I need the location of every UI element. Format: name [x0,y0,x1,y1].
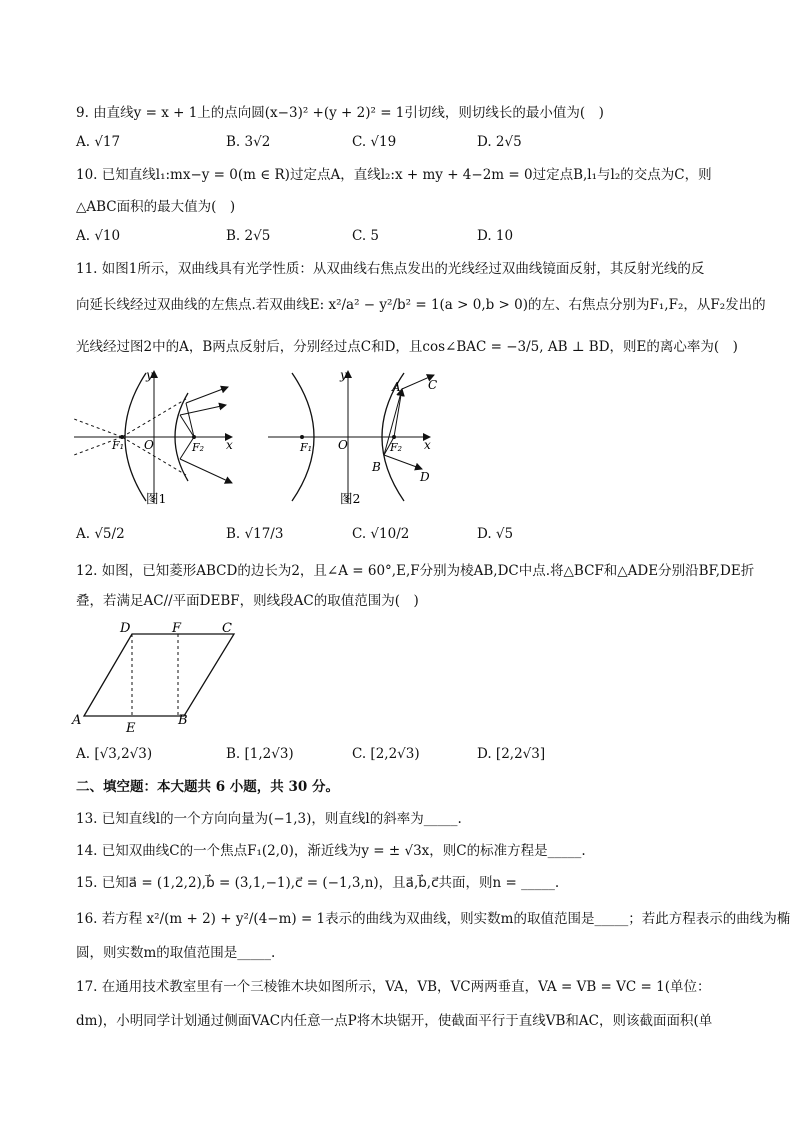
fig1-ray-1 [186,403,194,437]
fig2-ray-b-d [384,455,422,469]
fig1-label-x: x [226,438,233,452]
fig1-focus-right [192,435,196,439]
fig1-label-f2: F₂ [192,441,205,454]
fig3-label-c: C [222,621,232,636]
q11-options [76,526,736,544]
q9-option-c: C. √19 [352,134,397,150]
q9-option-a: A. √17 [76,134,121,150]
figure-1-hyperbola-optics [66,365,242,510]
q10-line-1: 10. 已知直线l₁:mx−y = 0(m ∈ R)过定点A，直线l₂:x + my + 4−2m = 0过定点B,l₁与l₂的交点为C，则 [76,167,712,183]
q15-line-1: 15. 已知a⃗ = (1,2,2),b⃗ = (3,1,−1),c⃗ = (−1,3,n)，且a⃗,b⃗,c⃗共面，则n = _____. [76,875,560,891]
q12-line-1: 12. 如图，已知菱形ABCD的边长为2，且∠A = 60°,E,F分别为棱AB,DC中点.将△BCF和△ADE分别沿BF,DE折 [76,563,755,579]
q10-option-d: D. 10 [477,228,514,244]
q9-line-1: 9. 由直线y = x + 1上的点向圆(x−3)² +(y + 2)² = 1引切线，则切线长的最小值为( ) [76,105,604,121]
fig3-label-d: D [120,621,131,636]
q14-line-1: 14. 已知双曲线C的一个焦点F₁(2,0)，渐近线为y = ± √3x，则C的标准方程是_____. [76,843,586,859]
fig1-caption: 图1 [146,491,167,506]
fig2-focus-left [300,435,304,439]
fig2-label-f1: F₁ [300,441,313,454]
q9-option-b: B. 3√2 [226,134,271,150]
fig2-label-c: C [428,378,438,392]
q11-option-c: C. √10/2 [352,526,410,542]
q10-option-a: A. √10 [76,228,121,244]
fig2-focus-right [392,435,396,439]
fig3-label-f: F [172,621,182,636]
q11-line-3: 光线经过图2中的A，B两点反射后，分别经过点C和D，且cos∠BAC = −3/5, AB ⊥ BD，则E的离心率为( ) [76,339,738,355]
fig3-label-b: B [178,713,188,728]
q9-option-d: D. 2√5 [477,134,522,150]
q17-line-2: dm)，小明同学计划通过侧面VAC内任意一点P将木块锯开，使截面平行于直线VB和AC，则该截面面积(单 [76,1013,713,1029]
fig2-label-y: y [340,368,347,382]
fig3-label-a: A [72,713,82,728]
q16-line-1: 16. 若方程 x²/(m + 2) + y²/(4−m) = 1表示的曲线为双曲线，则实数m的取值范围是_____；若此方程表示的曲线为椭 [76,911,791,927]
q10-options [76,228,736,246]
fig2-label-b: B [372,460,381,474]
q12-options [76,746,736,764]
q11-option-a: A. √5/2 [76,526,125,542]
q11-line-1: 11. 如图1所示，双曲线具有光学性质：从双曲线右焦点发出的光线经过双曲线镜面反射，其反射光线的反 [76,261,705,277]
q12-option-d: D. [2,2√3] [477,746,546,762]
q10-option-c: C. 5 [352,228,380,244]
q16-line-2: 圆，则实数m的取值范围是_____. [76,945,276,961]
fig1-reflect-1 [186,387,228,403]
fig2-label-x: x [424,438,431,452]
fig3-label-e: E [126,721,136,736]
q11-option-d: D. √5 [477,526,514,542]
q9-options [76,134,736,152]
q10-line-2: △ABC面积的最大值为( ) [76,199,236,215]
fig2-label-o: O [338,438,348,452]
fig1-label-o: O [144,438,154,452]
fig1-label-y: y [146,368,153,382]
q12-option-a: A. [√3,2√3) [76,746,153,762]
section-two-heading: 二、填空题：本大题共 6 小题，共 30 分。 [76,779,339,795]
fig1-label-f1: F₁ [112,439,125,452]
rhombus-outline [84,634,234,716]
q11-option-b: B. √17/3 [226,526,284,542]
fig2-label-a: A [392,380,401,394]
figure-3-rhombus [66,618,246,736]
q12-line-2: 叠，若满足AC//平面DEBF，则线段AC的取值范围为( ) [76,593,419,609]
fig2-caption: 图2 [340,491,361,506]
q11-line-2: 向延长线经过双曲线的左焦点.若双曲线E: x²/a² − y²/b² = 1(a > 0,b > 0)的左、右焦点分别为F₁,F₂，从F₂发出的 [76,297,766,313]
q13-line-1: 13. 已知直线l的一个方向向量为(−1,3)，则直线l的斜率为_____. [76,811,462,827]
q17-line-1: 17. 在通用技术教室里有一个三棱锥木块如图所示，VA，VB，VC两两垂直，VA = VB = VC = 1(单位： [76,979,711,995]
q12-option-c: C. [2,2√3) [352,746,420,762]
fig2-label-d: D [420,470,430,484]
q10-option-b: B. 2√5 [226,228,271,244]
fig2-label-f2: F₂ [390,441,403,454]
fig1-dash-1 [74,419,122,437]
q12-option-b: B. [1,2√3) [226,746,294,762]
figure-2-hyperbola-reflection [262,365,442,510]
